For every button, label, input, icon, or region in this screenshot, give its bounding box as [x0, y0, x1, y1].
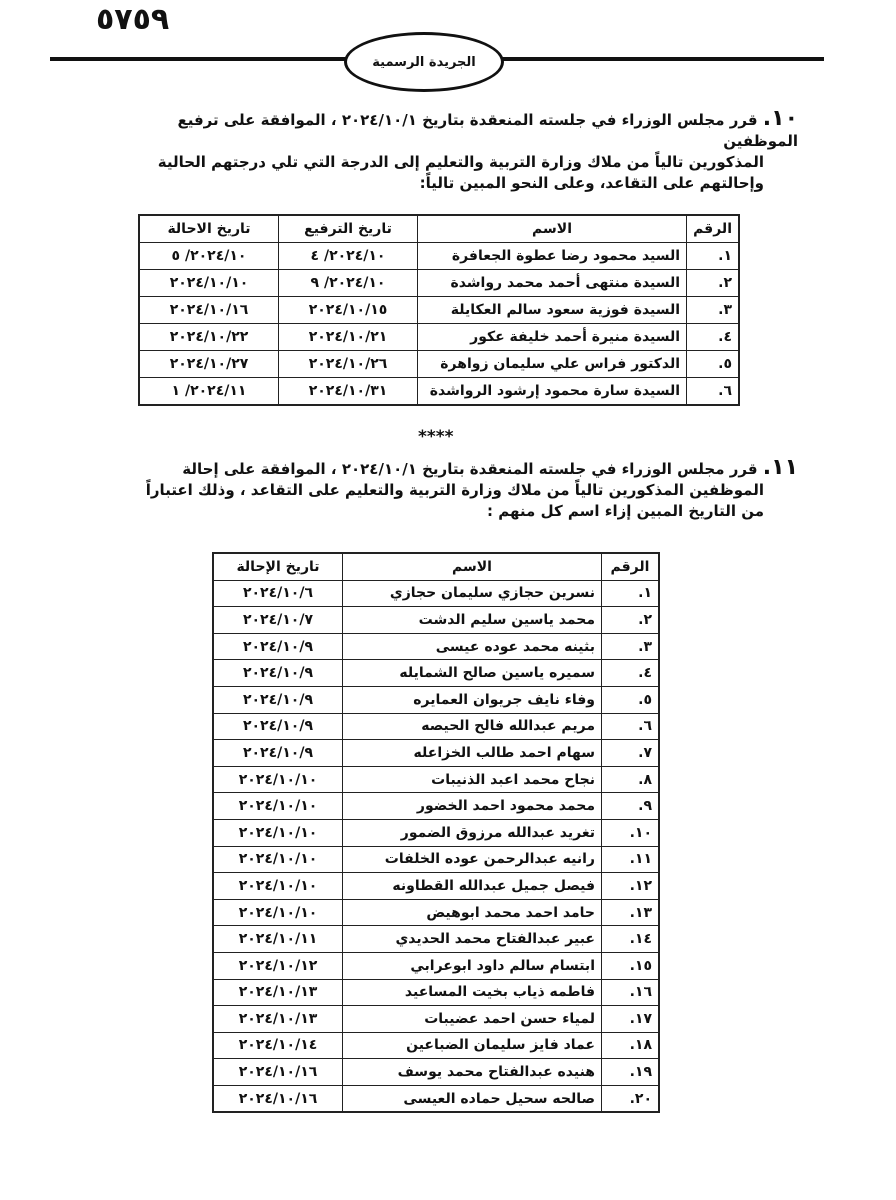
cell-date: ٢٠٢٤/١٠/ ٥ — [139, 243, 279, 270]
cell-num: ١. — [687, 243, 739, 270]
cell-date: ٢٠٢٤/١٠/١٣ — [213, 1006, 343, 1033]
table-row — [213, 979, 659, 1006]
cell-name: نجاح محمد اعبد الذنيبات — [343, 766, 602, 793]
cell-date: ٢٠٢٤/١٠/٩ — [213, 713, 343, 740]
cell-name: السيدة منتهى أحمد محمد رواشدة — [418, 270, 687, 297]
cell-num: ٢. — [687, 270, 739, 297]
section-separator: **** — [418, 427, 454, 447]
cell-num: ٣. — [687, 297, 739, 324]
cell-num: ١٤. — [602, 926, 660, 953]
cell-num: ٦. — [602, 713, 660, 740]
table-row — [213, 713, 659, 740]
table-row — [213, 873, 659, 900]
table-row — [213, 740, 659, 767]
header-number: الرقم — [602, 553, 660, 580]
table-row — [213, 793, 659, 820]
cell-name: سميره ياسين صالح الشمايله — [343, 660, 602, 687]
cell-num: ١٦. — [602, 979, 660, 1006]
header-name: الاسم — [343, 553, 602, 580]
table-row — [213, 686, 659, 713]
cell-name: محمد ياسين سليم الدشت — [343, 607, 602, 634]
table-row — [139, 243, 739, 270]
cell-name: ابتسام سالم داود ابوعرابي — [343, 952, 602, 979]
item-11-line-2: الموظفين المذكورين تالياً من ملاك وزارة التربية والتعليم على التقاعد ، وذلك اعتباراً — [145, 481, 764, 499]
table-row — [213, 846, 659, 873]
cell-date: ٢٠٢٤/١٠/١٠ — [139, 270, 279, 297]
table-row — [213, 819, 659, 846]
cell-date: ٢٠٢٤/١٠/٢٧ — [139, 351, 279, 378]
cell-date: ٢٠٢٤/١٠/٣١ — [279, 378, 418, 406]
table-row — [213, 926, 659, 953]
cell-date: ٢٠٢٤/١٠/١١ — [213, 926, 343, 953]
table-row — [213, 899, 659, 926]
table-row — [213, 952, 659, 979]
cell-name: سهام احمد طالب الخزاعله — [343, 740, 602, 767]
cell-num: ١٨. — [602, 1032, 660, 1059]
cell-num: ٢. — [602, 607, 660, 634]
cell-num: ٤. — [687, 324, 739, 351]
cell-date: ٢٠٢٤/١٠/١٦ — [139, 297, 279, 324]
cell-date: ٢٠٢٤/١٠/١٤ — [213, 1032, 343, 1059]
table-row — [139, 351, 739, 378]
cell-num: ٦. — [687, 378, 739, 406]
item-10-paragraph — [98, 108, 798, 194]
cell-name: مريم عبدالله فالح الحيصه — [343, 713, 602, 740]
cell-num: ١٩. — [602, 1059, 660, 1086]
cell-date: ٢٠٢٤/١١/ ١ — [139, 378, 279, 406]
cell-num: ١١. — [602, 846, 660, 873]
promotion-table-header — [139, 215, 739, 243]
table-row — [213, 1059, 659, 1086]
cell-name: فاطمه ذياب بخيت المساعيد — [343, 979, 602, 1006]
cell-date: ٢٠٢٤/١٠/١٠ — [213, 846, 343, 873]
cell-name: وفاء نايف جريوان العمايره — [343, 686, 602, 713]
cell-num: ٥. — [602, 686, 660, 713]
cell-name: السيدة فوزية سعود سالم العكايلة — [418, 297, 687, 324]
table-row — [213, 766, 659, 793]
item-11-line-1-text: قرر مجلس الوزراء في جلسته المنعقدة بتاريخ ٢٠٢٤/١٠/١ ، الموافقة على إحالة — [182, 460, 758, 478]
cell-num: ١٢. — [602, 873, 660, 900]
table-row — [139, 270, 739, 297]
item-10-number: ١٠. — [762, 106, 798, 131]
cell-date: ٢٠٢٤/١٠/٩ — [213, 686, 343, 713]
table-row — [139, 297, 739, 324]
cell-name: رانيه عبدالرحمن عوده الخلفات — [343, 846, 602, 873]
cell-date: ٢٠٢٤/١٠/١٣ — [213, 979, 343, 1006]
cell-date: ٢٠٢٤/١٠/ ٩ — [279, 270, 418, 297]
header-retirement-date: تاريخ الإحالة — [213, 553, 343, 580]
cell-date: ٢٠٢٤/١٠/١٥ — [279, 297, 418, 324]
cell-date: ٢٠٢٤/١٠/٧ — [213, 607, 343, 634]
retirement-table-header — [213, 553, 659, 580]
item-10-line-2: المذكورين تالياً من ملاك وزارة التربية والتعليم إلى الدرجة التي تلي درجتهم الحالية — [157, 153, 764, 171]
cell-num: ١٧. — [602, 1006, 660, 1033]
cell-name: الدكتور فراس علي سليمان زواهرة — [418, 351, 687, 378]
cell-num: ١٠. — [602, 819, 660, 846]
cell-name: تغريد عبدالله مرزوق الضمور — [343, 819, 602, 846]
cell-num: ٥. — [687, 351, 739, 378]
header-retirement-date: تاريخ الاحالة — [139, 215, 279, 243]
cell-name: صالحه سحيل حماده العيسى — [343, 1085, 602, 1112]
item-10-line-1 — [98, 108, 798, 152]
gazette-title-oval — [344, 32, 504, 92]
table-row — [213, 580, 659, 607]
cell-date: ٢٠٢٤/١٠/١٠ — [213, 819, 343, 846]
cell-num: ٩. — [602, 793, 660, 820]
cell-name: لمياء حسن احمد عضيبات — [343, 1006, 602, 1033]
cell-date: ٢٠٢٤/١٠/٢١ — [279, 324, 418, 351]
cell-name: حامد احمد محمد ابوهيض — [343, 899, 602, 926]
cell-date: ٢٠٢٤/١٠/١٢ — [213, 952, 343, 979]
header-promotion-date: تاريخ الترفيع — [279, 215, 418, 243]
cell-date: ٢٠٢٤/١٠/٢٦ — [279, 351, 418, 378]
cell-name: عماد فايز سليمان الضباعين — [343, 1032, 602, 1059]
cell-date: ٢٠٢٤/١٠/١٠ — [213, 766, 343, 793]
cell-date: ٢٠٢٤/١٠/٩ — [213, 633, 343, 660]
cell-num: ٣. — [602, 633, 660, 660]
table-row — [213, 1032, 659, 1059]
table-row — [213, 633, 659, 660]
cell-date: ٢٠٢٤/١٠/١٦ — [213, 1059, 343, 1086]
cell-num: ١٥. — [602, 952, 660, 979]
cell-name: السيد محمود رضا عطوة الجعافرة — [418, 243, 687, 270]
item-11-line-1 — [98, 457, 798, 480]
cell-name: هنيده عبدالفتاح محمد يوسف — [343, 1059, 602, 1086]
cell-num: ٤. — [602, 660, 660, 687]
cell-num: ٧. — [602, 740, 660, 767]
cell-num: ٨. — [602, 766, 660, 793]
cell-name: محمد محمود احمد الخضور — [343, 793, 602, 820]
cell-date: ٢٠٢٤/١٠/٦ — [213, 580, 343, 607]
item-11-paragraph — [98, 457, 798, 522]
header-name: الاسم — [418, 215, 687, 243]
cell-num: ٢٠. — [602, 1085, 660, 1112]
cell-date: ٢٠٢٤/١٠/١٠ — [213, 793, 343, 820]
cell-date: ٢٠٢٤/١٠/١٦ — [213, 1085, 343, 1112]
cell-name: السيدة سارة محمود إرشود الرواشدة — [418, 378, 687, 406]
header-number: الرقم — [687, 215, 739, 243]
table-row — [213, 607, 659, 634]
item-11-line-3: من التاريخ المبين إزاء اسم كل منهم : — [487, 502, 764, 520]
cell-date: ٢٠٢٤/١٠/٢٢ — [139, 324, 279, 351]
cell-num: ١. — [602, 580, 660, 607]
item-11-number: ١١. — [762, 455, 798, 480]
table-row — [139, 324, 739, 351]
cell-date: ٢٠٢٤/١٠/٩ — [213, 740, 343, 767]
cell-num: ١٣. — [602, 899, 660, 926]
table-row — [139, 378, 739, 406]
table-row — [213, 1085, 659, 1112]
cell-name: السيدة منيرة أحمد خليفة عكور — [418, 324, 687, 351]
item-10-line-1-text: قرر مجلس الوزراء في جلسته المنعقدة بتاريخ ٢٠٢٤/١٠/١ ، الموافقة على ترفيع الموظفين — [177, 111, 798, 150]
cell-date: ٢٠٢٤/١٠/ ٤ — [279, 243, 418, 270]
table-row — [213, 1006, 659, 1033]
page-number: ٥٧٥٩ — [96, 2, 170, 37]
table-row — [213, 660, 659, 687]
cell-name: عبير عبدالفتاح محمد الحديدي — [343, 926, 602, 953]
gazette-title: الجريدة الرسمية — [372, 54, 476, 70]
retirement-table — [212, 552, 660, 1113]
cell-name: نسرين حجازي سليمان حجازي — [343, 580, 602, 607]
cell-date: ٢٠٢٤/١٠/١٠ — [213, 899, 343, 926]
promotion-table — [138, 214, 740, 406]
item-10-line-3: وإحالتهم على التقاعد، وعلى النحو المبين تالياً: — [419, 174, 764, 192]
cell-date: ٢٠٢٤/١٠/٩ — [213, 660, 343, 687]
cell-name: فيصل جميل عبدالله القطاونه — [343, 873, 602, 900]
cell-date: ٢٠٢٤/١٠/١٠ — [213, 873, 343, 900]
cell-name: بثينه محمد عوده عيسى — [343, 633, 602, 660]
